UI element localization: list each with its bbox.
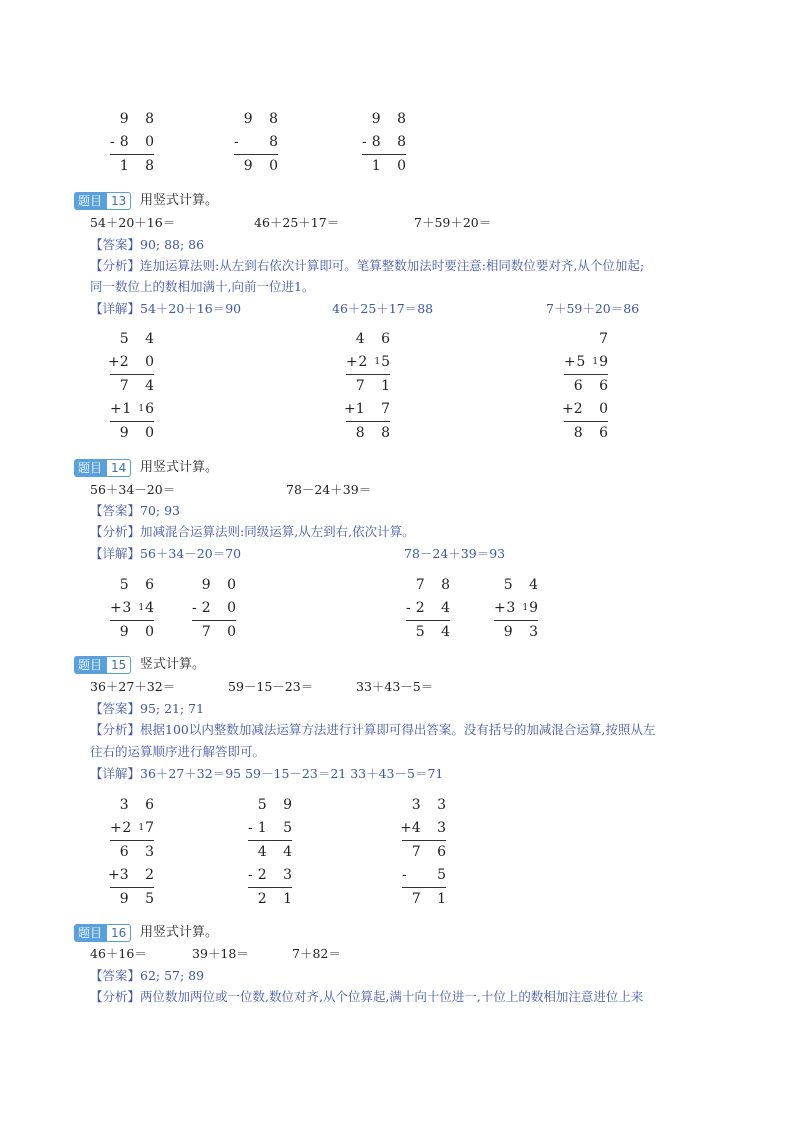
question-title: 竖式计算。: [140, 657, 206, 672]
answer: 【答案】70; 93: [90, 503, 180, 518]
vertical-calc-13a: 5 4 + 2 0 7 4 + 116 9 0: [108, 331, 160, 441]
vertical-calc-14c: 7 8 - 2 4 5 4: [406, 577, 456, 640]
detail: 【详解】56＋34－20＝70: [90, 546, 242, 561]
vertical-calc-13c: 7 + 519 6 6 + 2 0 8 6: [562, 331, 614, 441]
vertical-calc-14b: 9 0 - 2 0 7 0: [192, 577, 242, 640]
detail: 78－24＋39＝93: [404, 546, 506, 561]
vertical-calc-3: 9 8 - 8 8 1 0: [362, 111, 412, 174]
vertical-calc-14a: 5 6 + 314 9 0: [110, 577, 160, 640]
expression: 36＋27＋32＝: [90, 679, 176, 694]
vertical-calc-15a: 3 6 + 217 6 3 + 3 2 9 5: [108, 797, 160, 907]
analysis: 同一数位上的数相加满十,向前一位进1。: [90, 279, 315, 294]
expression: 46＋16＝: [90, 946, 147, 961]
detail: 【详解】36＋27＋32＝95 59－15－23＝21 33＋43－5＝71: [90, 766, 444, 781]
vertical-calc-14d: 5 4 + 319 9 3: [494, 577, 544, 640]
analysis: 【分析】根据100以内整数加减法运算方法进行计算即可得出答案。没有括号的加减混合运算,按照从左: [90, 722, 656, 737]
result: 1 8: [119, 158, 160, 174]
expression: 56＋34－20＝: [90, 482, 176, 497]
answer: 【答案】62; 57; 89: [90, 968, 205, 983]
analysis: 往右的运算顺序进行解答即可。: [90, 744, 266, 759]
vertical-calc-15b: 5 9 - 1 5 4 4 - 2 3 2 1: [248, 797, 298, 907]
question-tag-14: 题目 14: [74, 459, 131, 477]
expression: 33＋43－5＝: [356, 679, 434, 694]
analysis: 【分析】两位数加两位或一位数,数位对齐,从个位算起,满十向十位进一,十位上的数相加注意进位上来: [90, 989, 644, 1004]
question-title: 用竖式计算。: [140, 193, 219, 208]
expression: 59－15－23＝: [228, 679, 314, 694]
vertical-calc-13b: 4 6 + 215 7 1 + 1 7 8 8: [344, 331, 396, 441]
expression: 7＋82＝: [292, 946, 341, 961]
answer: 【答案】95; 21; 71: [90, 701, 205, 716]
expression: 54＋20＋16＝: [90, 215, 176, 230]
detail: 46＋25＋17＝88: [332, 301, 434, 316]
question-title: 用竖式计算。: [140, 460, 219, 475]
detail: 7＋59＋20＝86: [546, 301, 640, 316]
answer: 【答案】90; 88; 86: [90, 237, 205, 252]
vertical-calc-1: 9 8 - 8 0 1 8: [110, 108, 154, 178]
question-tag-13: 题目 13: [74, 192, 131, 210]
expression: 46＋25＋17＝: [254, 215, 340, 230]
analysis: 【分析】加减混合运算法则:同级运算,从左到右,依次计算。: [90, 524, 415, 539]
question-title: 用竖式计算。: [140, 925, 219, 940]
vertical-calc-2: 9 8 - 8 9 0: [234, 111, 284, 174]
question-tag-16: 题目 16: [74, 924, 131, 942]
detail: 【详解】54＋20＋16＝90: [90, 301, 242, 316]
analysis: 【分析】连加运算法则:从左到右依次计算即可。笔算整数加法时要注意:相同数位要对齐,从个位加起;: [90, 258, 645, 273]
operand: 9 8: [119, 111, 160, 127]
question-tag-15: 题目 15: [74, 656, 131, 674]
expression: 39＋18＝: [192, 946, 249, 961]
vertical-calc-15c: 3 3 + 4 3 7 6 - 5 7 1: [400, 797, 452, 907]
expression: 7＋59＋20＝: [414, 215, 492, 230]
expression: 78－24＋39＝: [286, 482, 372, 497]
